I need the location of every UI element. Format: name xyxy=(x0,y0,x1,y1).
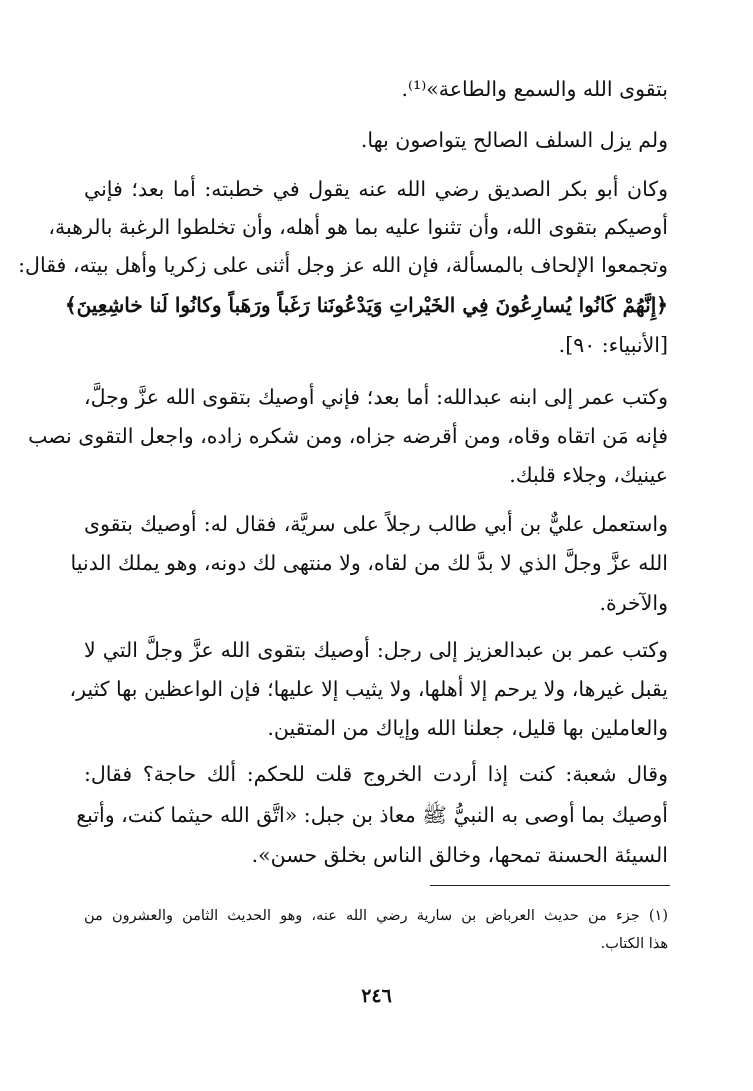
body-line: عينيك، وجلاء قلبك. xyxy=(509,463,668,487)
body-line: أوصيكم بتقوى الله، وأن تثنوا عليه بما هو أهله، وأن تخلطوا الرغبة بالرهبة، xyxy=(48,215,668,239)
body-line: وكتب عمر إلى ابنه عبدالله: أما بعد؛ فإني أوصيك بتقوى الله عزَّ وجلَّ، xyxy=(84,385,668,409)
verse-reference: [الأنبياء: ٩٠]. xyxy=(558,333,668,357)
body-line: بتقوى الله والسمع والطاعة»⁽¹⁾. xyxy=(401,77,668,101)
body-line: وتجمعوا الإلحاف بالمسألة، فإن الله عز وجل أثنى على زكريا وأهل بيته، فقال: xyxy=(18,253,668,277)
body-line: واستعمل عليٌّ بن أبي طالب رجلاً على سريَّة، فقال له: أوصيك بتقوى xyxy=(84,512,668,536)
body-line: والآخرة. xyxy=(599,591,668,615)
page-number: ٢٤٦ xyxy=(361,985,392,1007)
footnote-separator xyxy=(430,885,670,886)
footnote-line: (١) جزء من حديث العرباض بن سارية رضي الله عنه، وهو الحديث الثامن والعشرون من xyxy=(84,908,668,924)
body-line: أوصيك بما أوصى به النبيُّ ﷺ معاذ بن جبل: «اتَّق الله حيثما كنت، وأتبع xyxy=(76,803,668,827)
body-line: فإنه مَن اتقاه وقاه، ومن أقرضه جزاه، ومن شكره زاده، واجعل التقوى نصب xyxy=(28,424,668,448)
body-line: وكتب عمر بن عبدالعزيز إلى رجل: أوصيك بتقوى الله عزَّ وجلَّ التي لا xyxy=(84,638,668,662)
quran-verse: ﴿إِنَّهُمْ كَانُوا يُسارِعُونَ فِي الخَيْراتِ وَيَدْعُونَنا رَغَباً ورَهَباً وكانُوا لَنا خاشِعِينَ﴾ xyxy=(64,293,668,317)
body-line: يقبل غيرها، ولا يرحم إلا أهلها، ولا يثيب إلا عليها؛ فإن الواعظين بها كثير، xyxy=(69,677,668,701)
body-line: ولم يزل السلف الصالح يتواصون بها. xyxy=(360,128,668,152)
footnote-line: هذا الكتاب. xyxy=(600,936,668,952)
body-line: السيئة الحسنة تمحها، وخالق الناس بخلق حسن». xyxy=(251,843,668,867)
body-line: وكان أبو بكر الصديق رضي الله عنه يقول في خطبته: أما بعد؛ فإني xyxy=(84,177,668,201)
body-line: والعاملين بها قليل، جعلنا الله وإياك من المتقين. xyxy=(267,716,668,740)
body-line: الله عزَّ وجلَّ الذي لا بدَّ لك من لقاه، ولا منتهى لك دونه، وهو يملك الدنيا xyxy=(70,551,668,575)
body-line: وقال شعبة: كنت إذا أردت الخروج قلت للحكم: ألك حاجة؟ فقال: xyxy=(84,762,668,786)
